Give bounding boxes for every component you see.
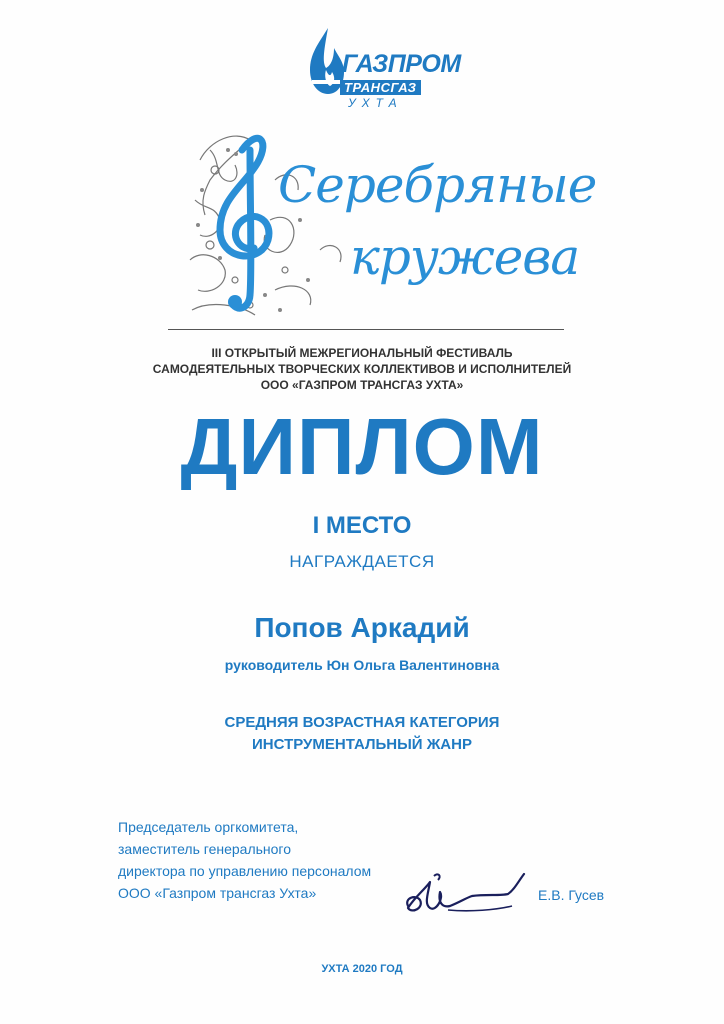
festival-title-line2: кружева — [350, 228, 580, 286]
signatory-line1: Председатель оргкомитета, — [118, 819, 299, 835]
diploma-title: ДИПЛОМ — [180, 402, 544, 491]
handwritten-signature — [400, 868, 530, 918]
signatory-line4: ООО «Газпром трансгаз Ухта» — [118, 885, 317, 901]
signatory-name: Е.В. Гусев — [538, 887, 605, 903]
recipient-name: Попов Аркадий — [254, 612, 470, 643]
gazprom-logo — [300, 22, 461, 110]
signatory-title-block — [118, 816, 371, 904]
logo-transgaz-text: ТРАНСГАЗ — [340, 80, 421, 95]
treble-clef-lace-emblem — [180, 120, 560, 330]
logo-ukhta-text: УХТА — [348, 96, 403, 110]
place-label: I МЕСТО — [312, 512, 412, 539]
festival-title-line1: Серебряные — [278, 156, 597, 214]
age-category: СРЕДНЯЯ ВОЗРАСТНАЯ КАТЕГОРИЯ — [224, 714, 500, 731]
festival-subtitle-line3: ООО «ГАЗПРОМ ТРАНСГАЗ УХТА» — [260, 378, 464, 392]
recipient-leader: руководитель Юн Ольга Валентиновна — [224, 657, 500, 673]
genre-category: ИНСТРУМЕНТАЛЬНЫЙ ЖАНР — [252, 736, 472, 753]
awarded-label: НАГРАЖДАЕТСЯ — [289, 552, 435, 571]
divider — [168, 329, 564, 330]
signatory-line3: директора по управлению персоналом — [118, 863, 372, 879]
festival-subtitle-line2: САМОДЕЯТЕЛЬНЫХ ТВОРЧЕСКИХ КОЛЛЕКТИВОВ И ИСПОЛНИТЕЛЕЙ — [152, 362, 572, 376]
festival-subtitle-line1: III ОТКРЫТЫЙ МЕЖРЕГИОНАЛЬНЫЙ ФЕСТИВАЛЬ — [211, 346, 513, 360]
signatory-line2: заместитель генерального — [118, 841, 292, 857]
logo-gazprom-text: ГАЗПРОМ — [342, 50, 461, 78]
footer-place-year: УХТА 2020 ГОД — [321, 963, 403, 975]
